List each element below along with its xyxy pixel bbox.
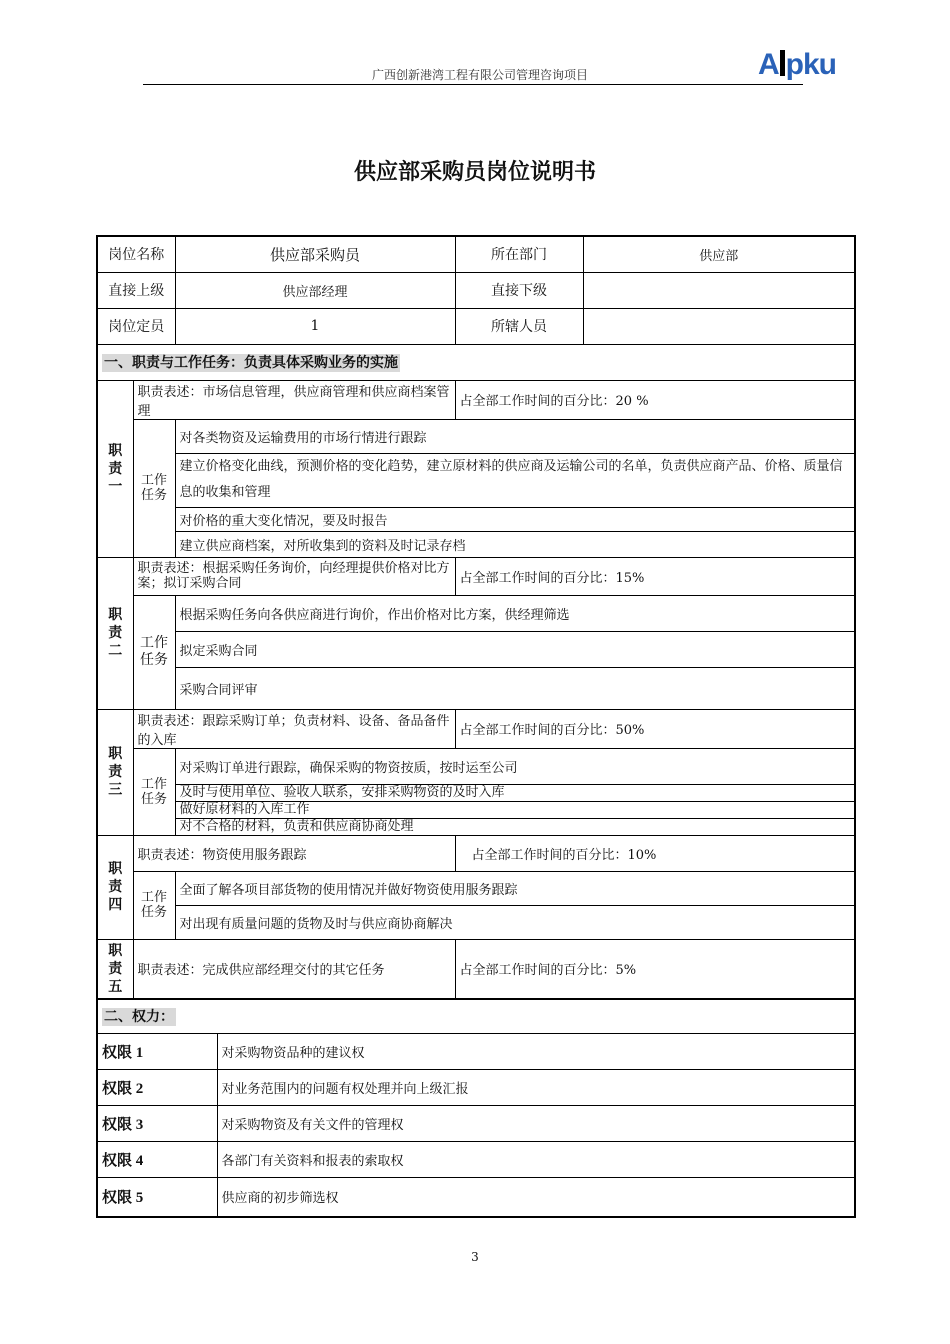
task-row bbox=[97, 667, 855, 709]
section-header-row bbox=[97, 344, 855, 380]
power-row bbox=[97, 1069, 855, 1105]
task-row bbox=[97, 453, 855, 507]
logo-text-right: pku bbox=[785, 48, 837, 81]
duty5-percent: 占全部工作时间的百分比：5% bbox=[455, 939, 855, 999]
job-description-table bbox=[96, 235, 856, 1218]
duty3-percent: 占全部工作时间的百分比：50% bbox=[455, 709, 855, 748]
power-row bbox=[97, 1033, 855, 1069]
duty3-work-label: 工作任务 bbox=[133, 748, 175, 835]
power-label: 权限 5 bbox=[97, 1177, 217, 1217]
power-text: 供应商的初步筛选权 bbox=[217, 1177, 855, 1217]
duty1-desc: 职责表述：市场信息管理，供应商管理和供应商档案管理 bbox=[133, 380, 455, 419]
duty2-work-label: 工作任务 bbox=[133, 595, 175, 709]
task-row bbox=[97, 419, 855, 453]
subordinate-label: 直接下级 bbox=[455, 272, 583, 308]
subordinate-value bbox=[583, 272, 855, 308]
power-label: 权限 1 bbox=[97, 1033, 217, 1069]
task-row bbox=[97, 905, 855, 939]
dept-label: 所在部门 bbox=[455, 236, 583, 272]
duty1-percent: 占全部工作时间的百分比：20 % bbox=[455, 380, 855, 419]
task-row bbox=[97, 748, 855, 784]
task-row bbox=[97, 818, 855, 835]
duty1-task: 建立价格变化曲线，预测价格的变化趋势，建立原材料的供应商及运输公司的名单，负责供应商产品、价格、质量信息的收集和管理 bbox=[175, 453, 855, 507]
duty1-work-label: 工作任务 bbox=[133, 419, 175, 557]
power-text: 对采购物资品种的建议权 bbox=[217, 1033, 855, 1069]
task-row bbox=[97, 801, 855, 818]
power-label: 权限 2 bbox=[97, 1069, 217, 1105]
duty2-task: 采购合同评审 bbox=[175, 667, 855, 709]
task-row bbox=[97, 871, 855, 905]
superior-label: 直接上级 bbox=[97, 272, 175, 308]
duty-row bbox=[97, 835, 855, 871]
duty2-label: 职责二 bbox=[97, 557, 133, 709]
headcount-label: 岗位定员 bbox=[97, 308, 175, 344]
power-text: 对业务范围内的问题有权处理并向上级汇报 bbox=[217, 1069, 855, 1105]
duty4-task: 全面了解各项目部货物的使用情况并做好物资使用服务跟踪 bbox=[175, 871, 855, 905]
duty4-work-label: 工作任务 bbox=[133, 871, 175, 939]
page-title: 供应部采购员岗位说明书 bbox=[353, 160, 596, 185]
page-number: 3 bbox=[471, 1250, 479, 1264]
duty1-task: 对各类物资及运输费用的市场行情进行跟踪 bbox=[175, 419, 855, 453]
task-row bbox=[97, 784, 855, 801]
headcount-value: 1 bbox=[175, 308, 455, 344]
staff-value bbox=[583, 308, 855, 344]
power-row bbox=[97, 1141, 855, 1177]
duty3-task: 对不合格的材料，负责和供应商协商处理 bbox=[175, 818, 855, 835]
power-text: 各部门有关资料和报表的索取权 bbox=[217, 1141, 855, 1177]
duty5-label: 职责五 bbox=[97, 939, 133, 999]
logo-bar bbox=[780, 50, 785, 76]
section1-title bbox=[97, 344, 855, 380]
dept-value: 供应部 bbox=[583, 236, 855, 272]
header-project-name: 广西创新港湾工程有限公司管理咨询项目 bbox=[371, 68, 588, 82]
duty2-task: 根据采购任务向各供应商进行询价，作出价格对比方案，供经理筛选 bbox=[175, 595, 855, 631]
job-name-value: 供应部采购员 bbox=[175, 236, 455, 272]
duty3-task: 对采购订单进行跟踪，确保采购的物资按质，按时运至公司 bbox=[175, 748, 855, 784]
duty3-label: 职责三 bbox=[97, 709, 133, 835]
header-divider bbox=[143, 84, 803, 85]
task-row bbox=[97, 595, 855, 631]
info-row bbox=[97, 272, 855, 308]
duty5-desc: 职责表述：完成供应部经理交付的其它任务 bbox=[133, 939, 455, 999]
duty-row bbox=[97, 709, 855, 748]
duty4-desc: 职责表述：物资使用服务跟踪 bbox=[133, 835, 455, 871]
duty1-task: 对价格的重大变化情况，要及时报告 bbox=[175, 507, 855, 531]
info-row bbox=[97, 236, 855, 272]
task-row bbox=[97, 507, 855, 531]
duty3-desc: 职责表述：跟踪采购订单；负责材料、设备、备品备件的入库 bbox=[133, 709, 455, 748]
task-row bbox=[97, 631, 855, 667]
power-label: 权限 3 bbox=[97, 1105, 217, 1141]
power-row bbox=[97, 1105, 855, 1141]
superior-value: 供应部经理 bbox=[175, 272, 455, 308]
power-label: 权限 4 bbox=[97, 1141, 217, 1177]
company-logo bbox=[758, 48, 836, 82]
duty1-label: 职责一 bbox=[97, 380, 133, 557]
info-row bbox=[97, 308, 855, 344]
duty4-percent: 占全部工作时间的百分比：10% bbox=[455, 835, 855, 871]
section-header-row bbox=[97, 999, 855, 1033]
power-text: 对采购物资及有关文件的管理权 bbox=[217, 1105, 855, 1141]
duty2-task: 拟定采购合同 bbox=[175, 631, 855, 667]
duty4-task: 对出现有质量问题的货物及时与供应商协商解决 bbox=[175, 905, 855, 939]
duty1-task: 建立供应商档案，对所收集到的资料及时记录存档 bbox=[175, 531, 855, 557]
duty2-percent: 占全部工作时间的百分比：15% bbox=[455, 557, 855, 595]
duty2-desc: 职责表述：根据采购任务询价，向经理提供价格对比方案；拟订采购合同 bbox=[133, 557, 455, 595]
section1-title-text: 一、职责与工作任务：负责具体采购业务的实施 bbox=[104, 355, 398, 371]
duty4-label: 职责四 bbox=[97, 835, 133, 939]
section2-title bbox=[97, 999, 855, 1033]
duty-row bbox=[97, 939, 855, 999]
task-row bbox=[97, 531, 855, 557]
duty-row bbox=[97, 557, 855, 595]
power-row bbox=[97, 1177, 855, 1217]
duty-row bbox=[97, 380, 855, 419]
duty3-task: 及时与使用单位、验收人联系，安排采购物资的及时入库 bbox=[175, 784, 855, 801]
logo-text-left: A bbox=[758, 48, 779, 81]
section2-title-text: 二、权力： bbox=[104, 1009, 174, 1026]
duty3-task: 做好原材料的入库工作 bbox=[175, 801, 855, 818]
job-name-label: 岗位名称 bbox=[97, 236, 175, 272]
staff-label: 所辖人员 bbox=[455, 308, 583, 344]
